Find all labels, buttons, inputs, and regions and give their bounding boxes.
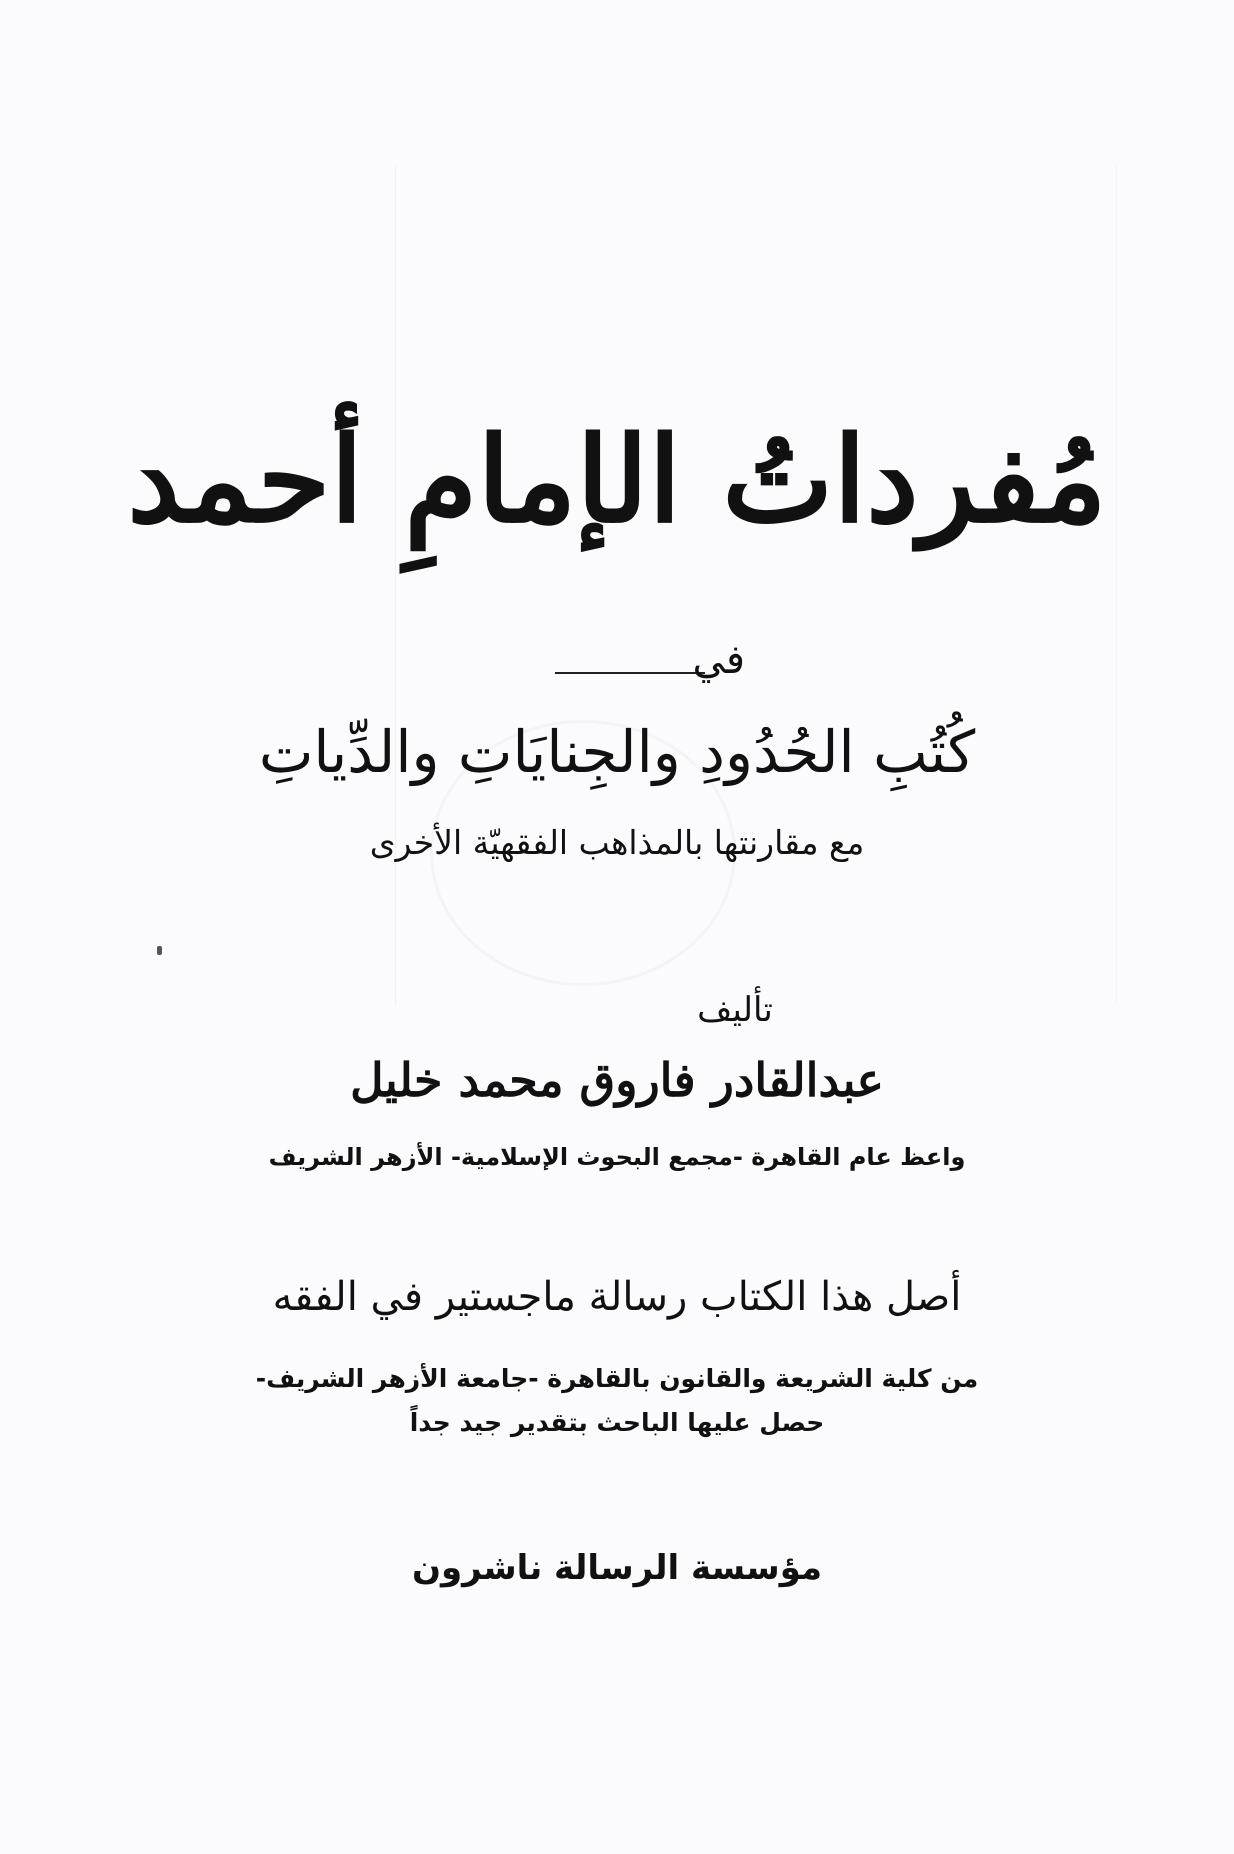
grade-line: حصل عليها الباحث بتقدير جيد جداً [409,1408,825,1437]
book-title: مُفرداتُ الإمامِ أحمد [127,410,1107,549]
comparison-line: مع مقارنتها بالمذاهب الفقهيّة الأخرى [369,823,865,862]
college-line: من كلية الشريعة والقانون بالقاهرة -جامعة الأزهر الشريف- [255,1364,979,1393]
book-subtitle: كُتُبِ الحُدُودِ والجِنايَاتِ والدِّياتِ [258,718,976,786]
author-name: عبدالقادر فاروق محمد خليل [350,1053,884,1107]
preposition-fi: في [692,637,745,683]
author-affiliation: واعظ عام القاهرة -مجمع البحوث الإسلامية- الأزهر الشريف [268,1143,966,1171]
bleed-through-frame [395,165,1117,1005]
ink-speck [157,946,162,955]
book-origin-note: أصل هذا الكتاب رسالة ماجستير في الفقه [272,1274,962,1320]
preposition-group [555,632,745,692]
publisher-name: مؤسسة الرسالة ناشرون [411,1548,823,1588]
preposition-underline [555,672,705,674]
authorship-label: تأليف [697,990,773,1030]
